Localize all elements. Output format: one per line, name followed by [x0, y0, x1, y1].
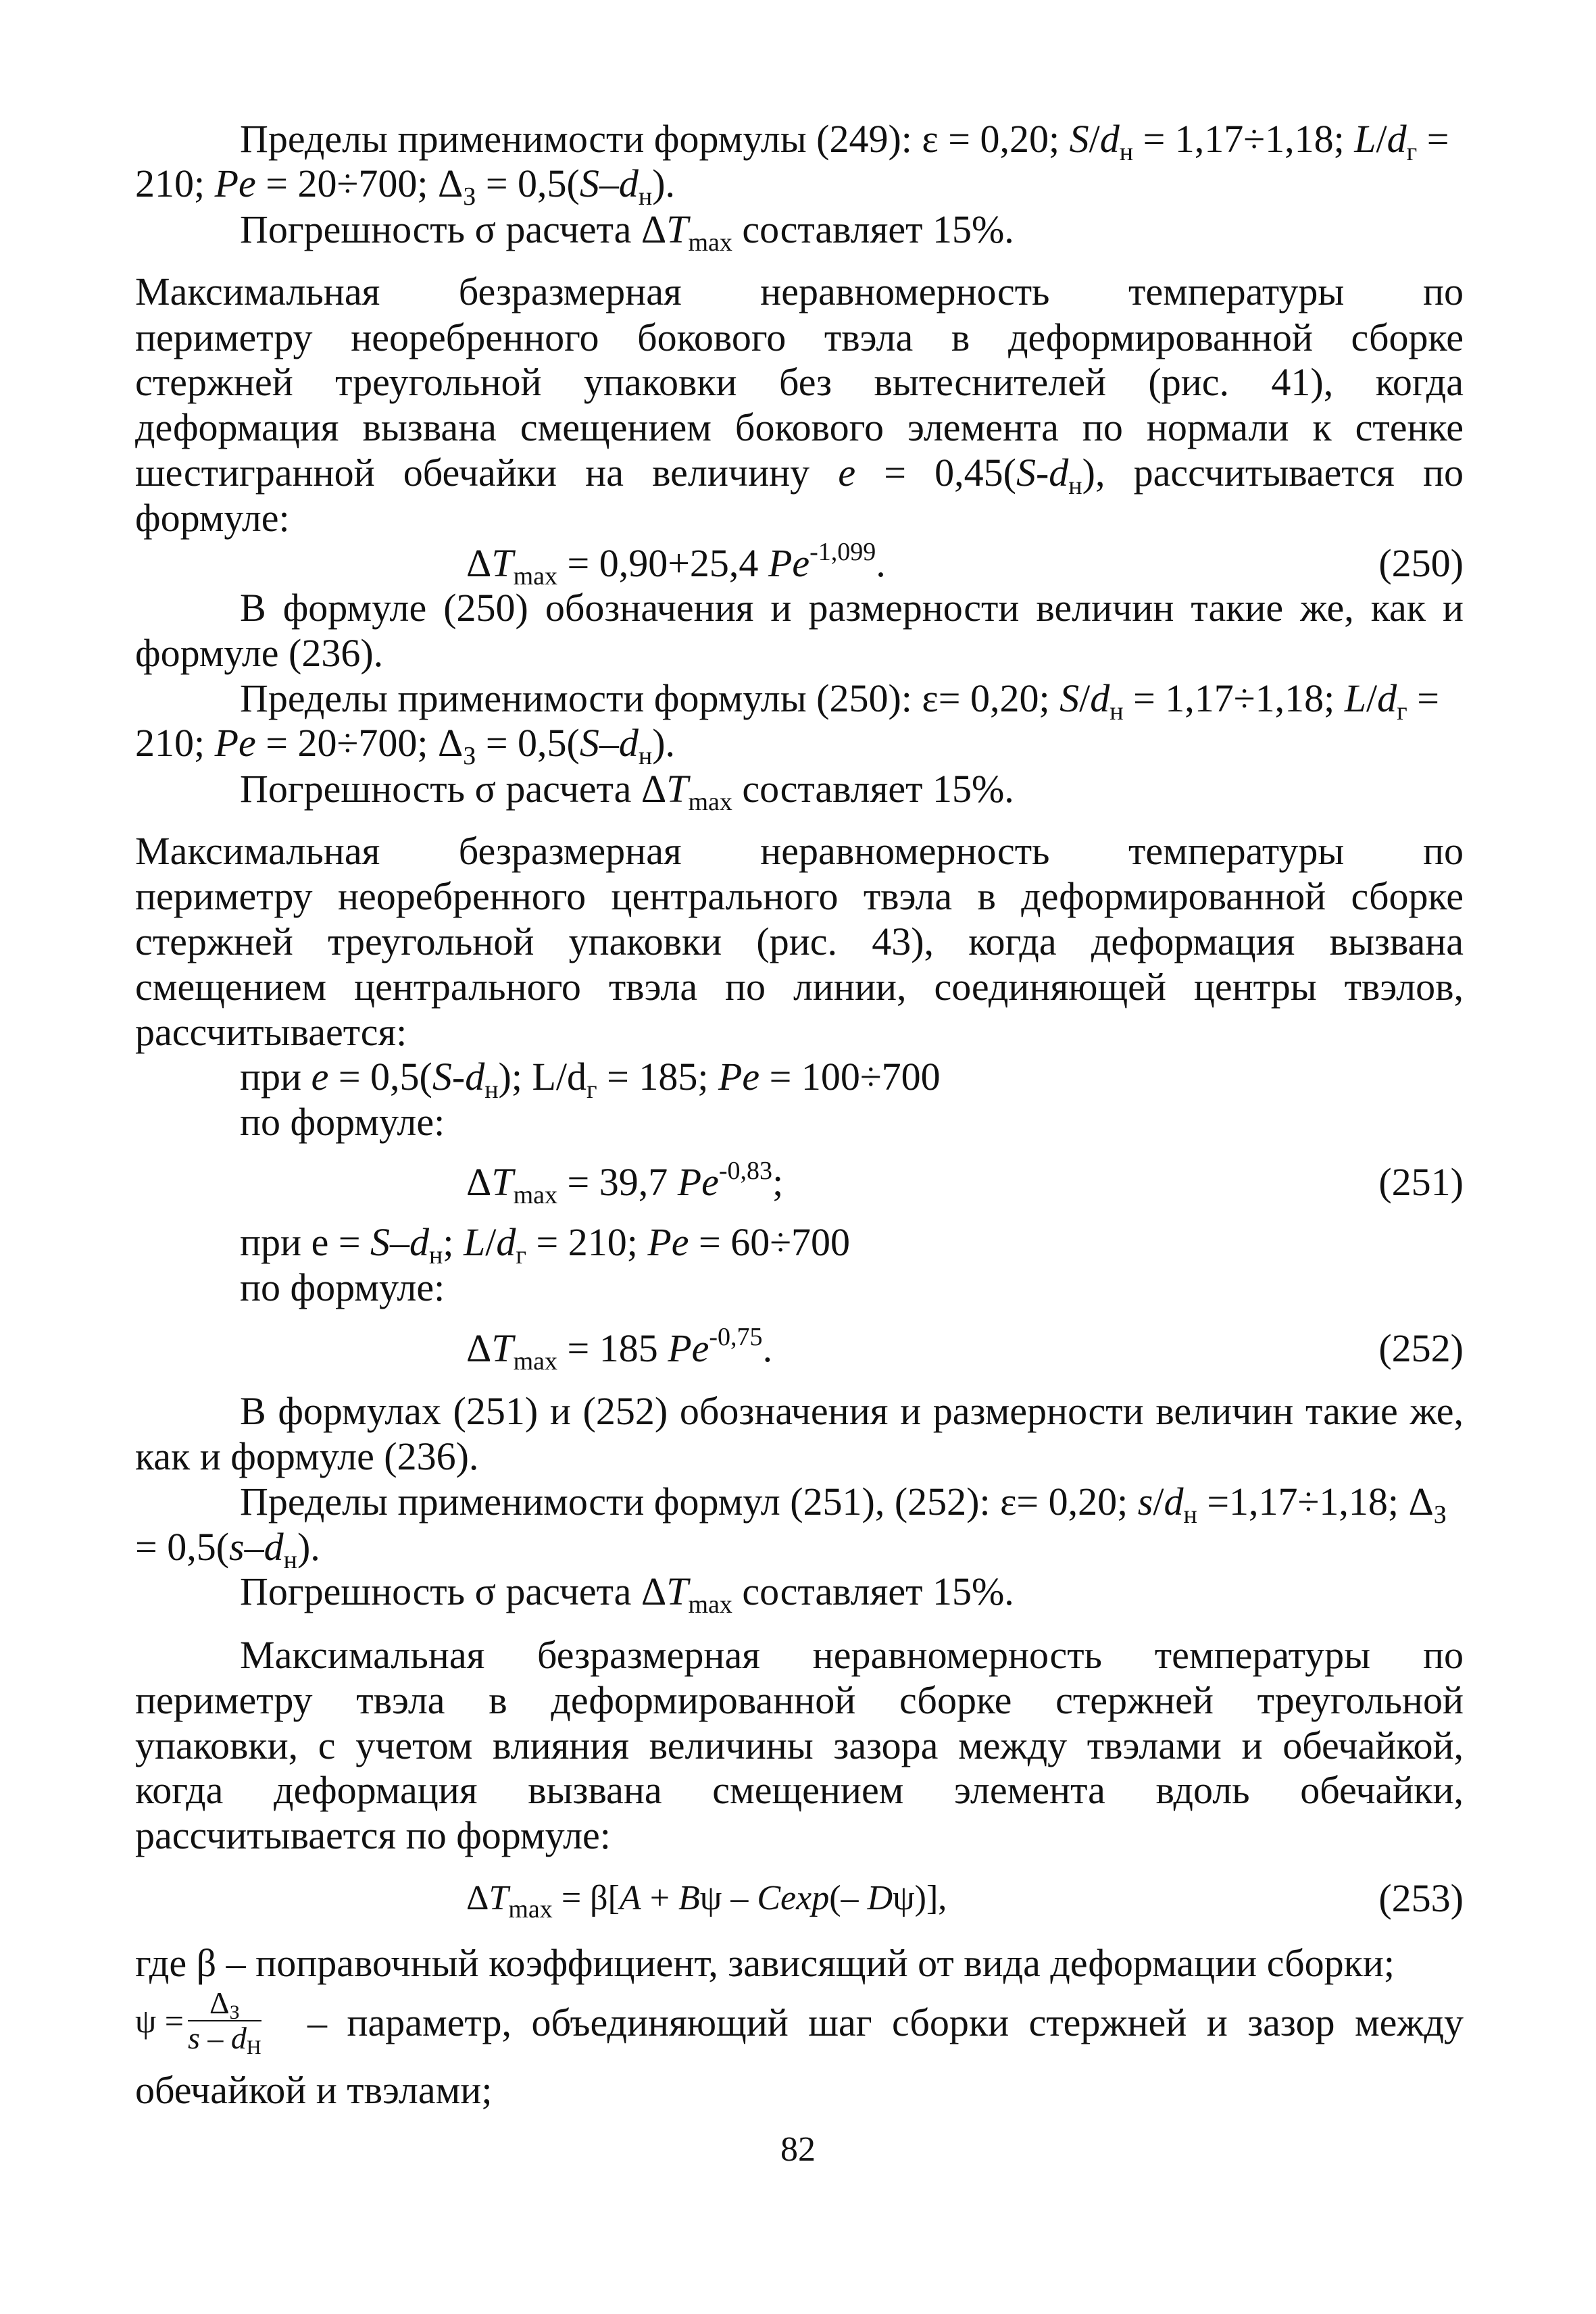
psi-description: – параметр, объединяющий шаг сборки стержней и зазор между: [307, 2001, 1464, 2044]
beta-definition: где β – поправочный коэффициент, зависящий от вида деформации сборки;: [135, 1941, 1395, 1985]
limits-251-252-line1: Пределы применимости формул (251), (252): ε= 0,20; $s/d_н =1,17\div 1,18$; $\Delta_З$: [240, 1480, 1447, 1529]
limits-250-line2: 210; Pe = 20÷700; $\Delta_З = 0,5(S-d_н)$.: [135, 721, 676, 770]
limits-249-line2: 210; Pe = 20÷700; $\Delta_З = 0,5(S-d_н)$.: [135, 161, 676, 211]
para2-line7: по формуле:: [240, 1100, 445, 1144]
para2-line2: периметру неоребренного центрального твэла в деформированной сборке: [135, 874, 1464, 918]
block2-line1: В формуле (250) обозначения и размерности величин такие же, как и: [240, 586, 1464, 630]
para1-line3: стержней треугольной упаковки без вытеснителей (рис. 41), когда: [135, 360, 1464, 404]
equation-252-number: (252): [1378, 1326, 1464, 1370]
equation-250: $\Delta T_{max} = 0,90+25,4$ $Pe^{-1,099}$.: [466, 538, 886, 590]
equation-253: $\Delta T_{max} = \beta[A + B\psi - Cexp(-$ Dψ)],: [466, 1879, 947, 1923]
para2-line1: Максимальная безразмерная неравномерность температуры по: [135, 829, 1464, 873]
error-249: Погрешность σ расчета $\Delta T_{max}$ составляет 15%.: [240, 207, 1014, 257]
psi-definition: [135, 1986, 266, 2059]
equation-253-number: (253): [1378, 1876, 1464, 1920]
limits-249-line1: Пределы применимости формулы (249): ε = 0,20; $S/d_н = 1,17\div 1,18$; $L/d_г$ =: [240, 117, 1449, 166]
limits-250-line1: Пределы применимости формулы (250): ε= 0,20; $S/d_н = 1,17\div 1,18$; $L/d_г$ =: [240, 676, 1439, 726]
para3-condition: при $е = S-d_н$; $L/d_г = 210$; Pe = 60÷700: [240, 1220, 851, 1269]
psi-fraction: [188, 1986, 261, 2059]
para1-line1: Максимальная безразмерная неравномерность температуры по: [135, 270, 1464, 313]
para4-line1: Максимальная безразмерная неравномерность температуры по: [240, 1633, 1464, 1677]
page-number: 82: [780, 2130, 816, 2169]
para2-line3: стержней треугольной упаковки (рис. 43), когда деформация вызвана: [135, 920, 1464, 963]
psi-lhs: ψ =: [135, 2002, 184, 2040]
para2-line4: смещением центрального твэла по линии, соединяющей центры твэлов,: [135, 965, 1464, 1009]
para1-line2: периметру неоребренного бокового твэла в деформированной сборке: [135, 316, 1464, 359]
equation-251-number: (251): [1378, 1160, 1464, 1204]
block2-line2: формуле (236).: [135, 631, 384, 675]
para1-line4: деформация вызвана смещением бокового элемента по нормали к стенке: [135, 405, 1464, 449]
block3-line1: В формулах (251) и (252) обозначения и размерности величин такие же,: [240, 1389, 1464, 1433]
para4-line5: рассчитывается по формуле:: [135, 1813, 611, 1857]
equation-250-number: (250): [1378, 541, 1464, 585]
para2-line5: рассчитывается:: [135, 1010, 407, 1054]
para1-line5: шестигранной обечайки на величину $e = 0,45(S-d_н)$, рассчитывается по: [135, 451, 1464, 500]
error-251-252: Погрешность σ расчета $\Delta T_{max}$ составляет 15%.: [240, 1569, 1014, 1619]
block3-line2: как и формуле (236).: [135, 1434, 479, 1478]
para4-line4: когда деформация вызвана смещением элемента вдоль обечайки,: [135, 1768, 1464, 1812]
equation-251: $\Delta T_{max} = 39,7$ $Pe^{-0,83}$;: [466, 1157, 784, 1209]
para3-line2: по формуле:: [240, 1265, 445, 1309]
psi-denominator: s – $d_Н$: [188, 2021, 261, 2059]
para2-condition: при $e = 0,5(S-d_н)$; $L/d_г = 185$; Pe = 100÷700: [240, 1055, 941, 1104]
psi-description-cont: обечайкой и твэлами;: [135, 2068, 493, 2112]
para4-line3: упаковки, с учетом влияния величины зазора между твэлами и обечайкой,: [135, 1724, 1464, 1767]
psi-numerator: $\Delta_З$: [188, 1986, 261, 2021]
para1-line6: формуле:: [135, 496, 290, 540]
error-250: Погрешность σ расчета $\Delta T_{max}$ составляет 15%.: [240, 767, 1014, 816]
limits-251-252-line2: = $0,5(s-d_н)$.: [135, 1525, 320, 1574]
equation-252: $\Delta T_{max} = 185$ $Pe^{-0,75}$.: [466, 1323, 773, 1376]
para4-line2: периметру твэла в деформированной сборке стержней треугольной: [135, 1678, 1464, 1722]
